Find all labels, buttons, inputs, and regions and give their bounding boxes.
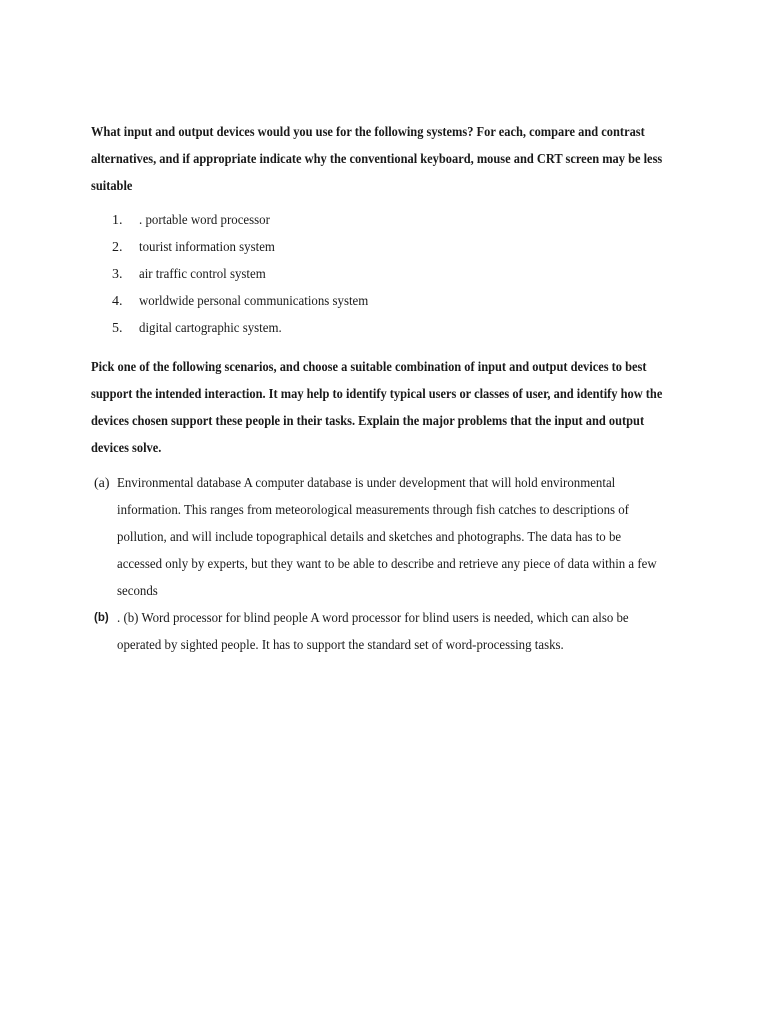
list-item-text: air traffic control system bbox=[139, 267, 266, 282]
list-item-number: 4. bbox=[112, 294, 123, 309]
question-1-text: What input and output devices would you use for the following systems? For each, compare and contrast alternatives, and if appropriate indicate why the conventional keyboard, mouse and CRT screen may be less suitable bbox=[91, 124, 663, 193]
list-item bbox=[0, 288, 768, 315]
list-item-number: 2. bbox=[112, 240, 123, 255]
scenario-label: (b) bbox=[94, 612, 109, 624]
question-2-text: Pick one of the following scenarios, and choose a suitable combination of input and output devices to best support the intended interaction. It may help to identify typical users or classes of user, and identify how the devices chosen support these people in their tasks. Explain the major problems that the input and output devices solve. bbox=[91, 359, 663, 455]
list-item-number: 3. bbox=[112, 267, 123, 282]
list-item bbox=[0, 261, 768, 288]
scenario-text: . (b) Word processor for blind people A word processor for blind users is needed, which can also be operated by sighted people. It has to support the standard set of word-processing tasks. bbox=[117, 611, 629, 653]
list-item bbox=[0, 234, 768, 261]
scenario-label: (a) bbox=[94, 476, 110, 491]
list-item-text: worldwide personal communications system bbox=[139, 294, 369, 309]
list-item-number: 5. bbox=[112, 321, 123, 336]
list-item-text: . portable word processor bbox=[139, 213, 270, 228]
list-item-text: digital cartographic system. bbox=[139, 321, 282, 336]
list-item-number: 1. bbox=[112, 213, 123, 228]
list-item-text: tourist information system bbox=[139, 240, 275, 255]
list-item bbox=[0, 207, 768, 234]
list-item bbox=[0, 315, 768, 342]
systems-list bbox=[0, 207, 768, 342]
scenario-text: Environmental database A computer database is under development that will hold environmental information. This ranges from meteorological measurements through fish catches to descriptions of pollution, and will include topographical details and sketches and photographs. The data has to be accessed only by experts, but they want to be able to describe and retrieve any piece of data within a few seconds bbox=[117, 476, 657, 599]
